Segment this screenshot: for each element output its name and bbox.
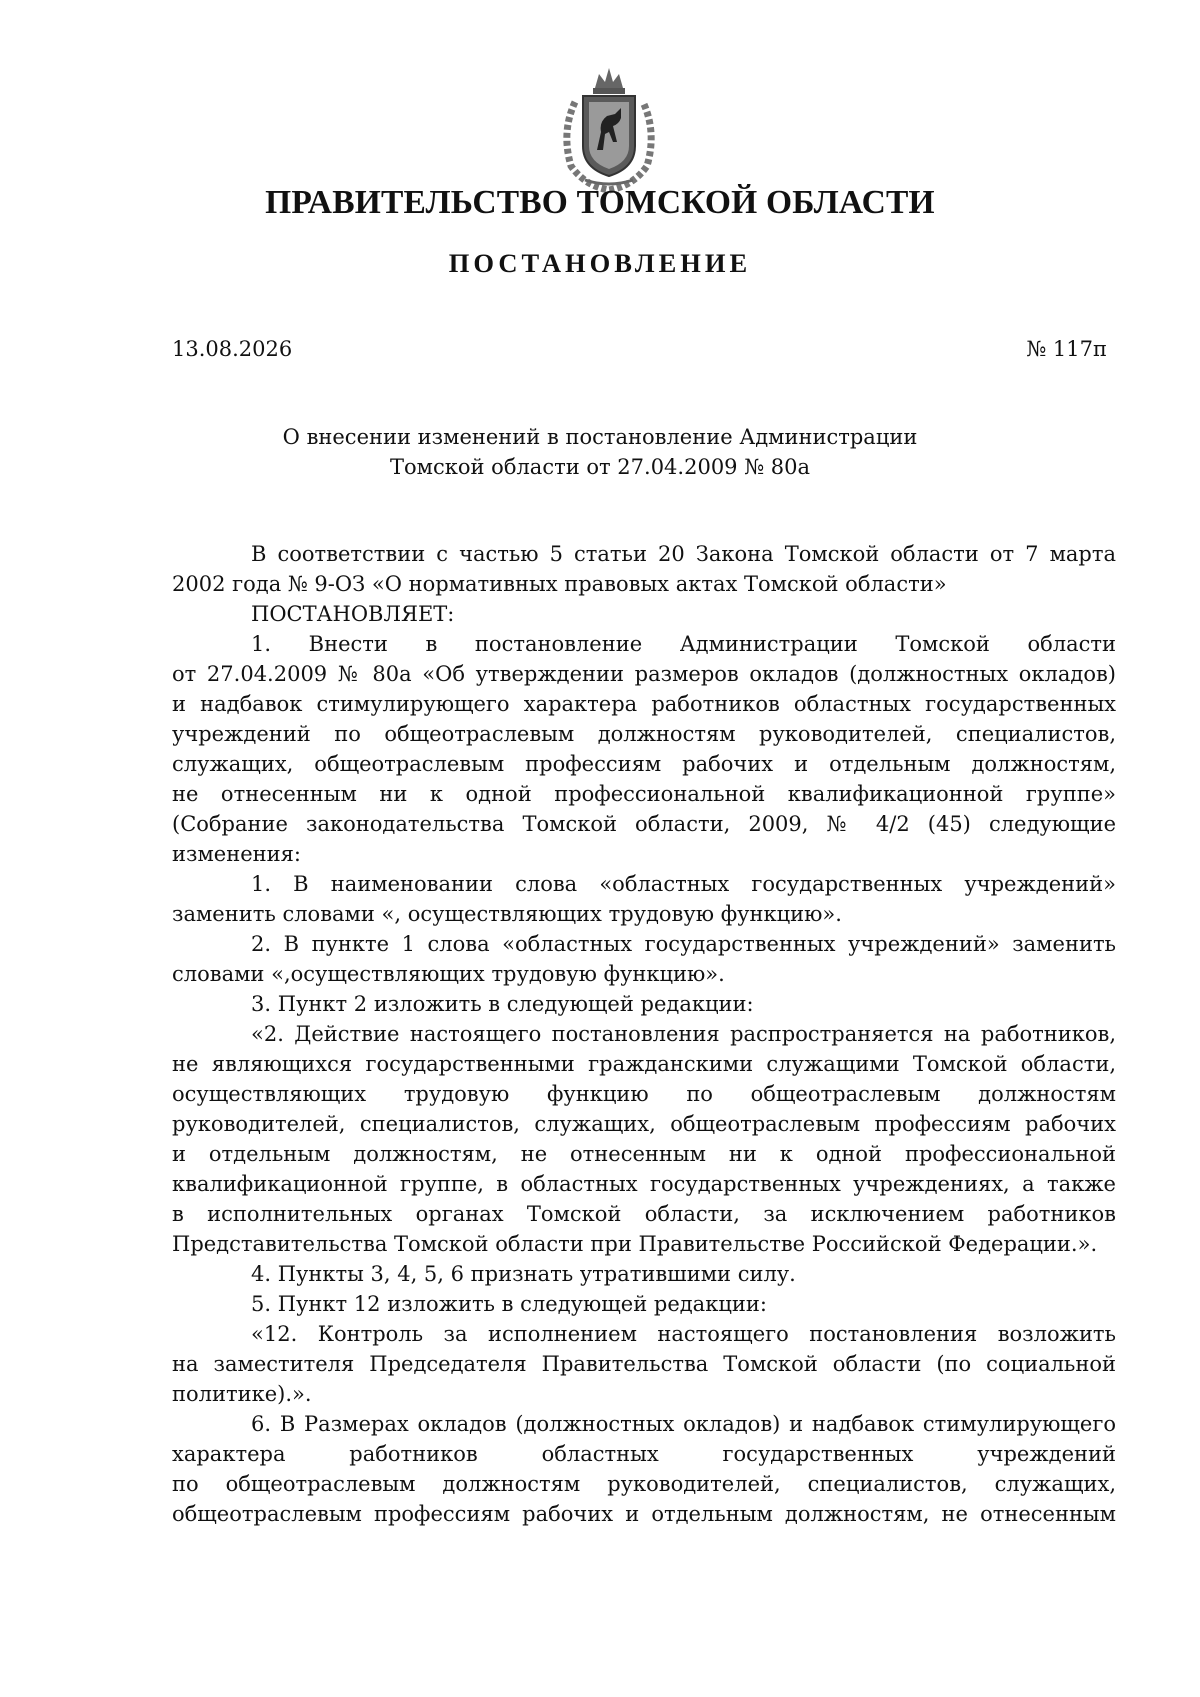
body-text-line: учреждений по общеотраслевым должностям руководителей, специалистов, <box>172 722 1116 746</box>
body-text-line: 4. Пункты 3, 4, 5, 6 признать утратившими силу. <box>251 1262 796 1286</box>
body-text-line: руководителей, специалистов, служащих, общеотраслевым профессиям рабочих <box>172 1112 1116 1136</box>
body-text-line: характера работников областных государственных учреждений <box>172 1442 1116 1466</box>
body-text-line: на заместителя Председателя Правительства Томской области (по социальной <box>172 1352 1116 1376</box>
body-text-line: и отдельным должностям, не отнесенным ни к одной профессиональной <box>172 1142 1116 1166</box>
body-text-line: политике).». <box>172 1382 312 1406</box>
body-text-line: по общеотраслевым должностям руководителей, специалистов, служащих, <box>172 1472 1116 1496</box>
body-text-line: Представительства Томской области при Правительстве Российской Федерации.». <box>172 1232 1098 1256</box>
body-text-line: не отнесенным ни к одной профессиональной квалификационной группе» <box>172 782 1116 806</box>
body-text-line: изменения: <box>172 842 301 866</box>
document-subject <box>0 422 1200 482</box>
document-number: № 117п <box>1026 337 1107 361</box>
body-text-line: 3. Пункт 2 изложить в следующей редакции: <box>251 992 754 1016</box>
body-text-line: не являющихся государственными гражданскими служащими Томской области, <box>172 1052 1116 1076</box>
body-text-line: 5. Пункт 12 изложить в следующей редакции: <box>251 1292 767 1316</box>
document-date: 13.08.2026 <box>172 337 293 361</box>
body-text-line: от 27.04.2009 № 80а «Об утверждении размеров окладов (должностных окладов) <box>172 662 1116 686</box>
body-text-line: В соответствии с частью 5 статьи 20 Закона Томской области от 7 марта <box>251 542 1116 566</box>
document-body <box>172 539 1116 1529</box>
body-text-line: (Собрание законодательства Томской области, 2009, № 4/2 (45) следующие <box>172 812 1116 836</box>
body-text-line: 2. В пункте 1 слова «областных государственных учреждений» заменить <box>251 932 1116 956</box>
body-text-line: служащих, общеотраслевым профессиям рабочих и отдельным должностям, <box>172 752 1116 776</box>
organization-title: ПРАВИТЕЛЬСТВО ТОМСКОЙ ОБЛАСТИ <box>265 184 935 221</box>
body-text-line: 2002 года № 9-ОЗ «О нормативных правовых актах Томской области» <box>172 572 947 596</box>
body-text-line: и надбавок стимулирующего характера работников областных государственных <box>172 692 1116 716</box>
body-text-line: 1. Внести в постановление Администрации Томской области <box>251 632 1116 656</box>
document-type: ПОСТАНОВЛЕНИЕ <box>448 248 752 278</box>
body-text-line: 6. В Размерах окладов (должностных окладов) и надбавок стимулирующего <box>251 1412 1116 1436</box>
body-text-line: общеотраслевым профессиям рабочих и отдельным должностям, не отнесенным <box>172 1502 1116 1526</box>
body-text-line: ПОСТАНОВЛЯЕТ: <box>251 602 455 626</box>
coat-of-arms-icon <box>555 62 663 194</box>
body-text-line: 1. В наименовании слова «областных государственных учреждений» <box>251 872 1116 896</box>
body-text-line: словами «,осуществляющих трудовую функцию». <box>172 962 725 986</box>
subject-line: Томской области от 27.04.2009 № 80а <box>389 455 811 479</box>
body-text-line: осуществляющих трудовую функцию по общеотраслевым должностям <box>172 1082 1116 1106</box>
body-text-line: «12. Контроль за исполнением настоящего постановления возложить <box>251 1322 1116 1346</box>
body-text-line: заменить словами «, осуществляющих трудовую функцию». <box>172 902 842 926</box>
body-text-line: «2. Действие настоящего постановления распространяется на работников, <box>251 1022 1116 1046</box>
body-text-line: в исполнительных органах Томской области, за исключением работников <box>172 1202 1116 1226</box>
body-text-line: квалификационной группе, в областных государственных учреждениях, а также <box>172 1172 1116 1196</box>
subject-line: О внесении изменений в постановление Администрации <box>282 425 918 449</box>
